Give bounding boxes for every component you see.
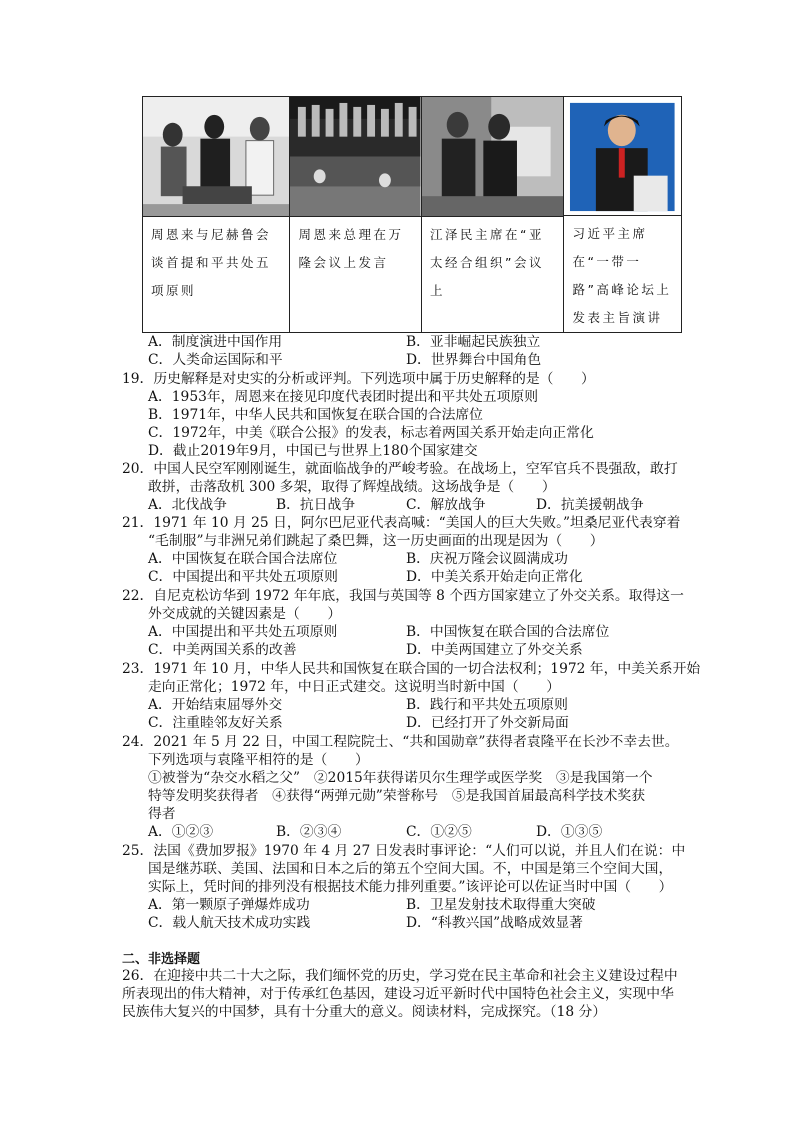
photo-belt-road xyxy=(564,97,681,216)
q25-option-a[interactable]: A．第一颗原子弹爆炸成功 xyxy=(148,897,310,913)
q22-stem-2: 外交成就的关键因素是（ ） xyxy=(148,606,342,622)
q26-line-2: 所表现出的伟大精神，对于传承红色基因，建设习近平新时代中国特色社会主义，实现中华 xyxy=(122,986,674,1002)
q24-stem-2: 下列选项与袁隆平相符的是（ ） xyxy=(148,752,369,768)
photo-caption-2: 周恩来总理在万隆会议上发言 xyxy=(298,227,404,270)
q24-option-d[interactable]: D．①③⑤ xyxy=(536,824,603,840)
q24-stem-3: ①被誉为“杂交水稻之父” ②2015年获得诺贝尔生理学或医学奖 ③是我国第一个 xyxy=(148,770,653,786)
q22-option-d[interactable]: D．中美两国建立了外交关系 xyxy=(406,642,583,658)
q20-stem-2: 敢拼，击落敌机 300 多架，取得了辉煌战绩。这场战争是（ ） xyxy=(148,479,556,495)
q19-stem: 19．历史解释是对史实的分析或评判。下列选项中属于历史解释的是（ ） xyxy=(122,371,595,387)
q21-option-a[interactable]: A．中国恢复在联合国合法席位 xyxy=(148,551,338,567)
q20-option-a[interactable]: A．北伐战争 xyxy=(148,497,227,513)
q25-stem-3: 实际上，凭时间的排列没有根据技术能力排列重要。”该评论可以佐证当时中国（ ） xyxy=(148,879,673,895)
q24-option-a[interactable]: A．①②③ xyxy=(148,824,214,840)
q22-option-c[interactable]: C．中美两国关系的改善 xyxy=(148,642,297,658)
q21-option-b[interactable]: B．庆祝万隆会议圆满成功 xyxy=(406,551,568,567)
photo-caption-4: 习近平主席在“一带一路”高峰论坛上发表主旨演讲 xyxy=(572,226,672,325)
q23-option-b[interactable]: B．践行和平共处五项原则 xyxy=(406,697,568,713)
q18-option-d[interactable]: D．世界舞台中国角色 xyxy=(406,352,542,368)
q25-stem-2: 国是继苏联、美国、法国和日本之后的第五个空间大国。不，中国是第三个空间大国， xyxy=(148,861,673,877)
q18-option-a[interactable]: A．制度演进中国作用 xyxy=(148,334,283,350)
q22-stem-1: 22．自尼克松访华到 1972 年年底，我国与英国等 8 个西方国家建立了外交关系。取得这一 xyxy=(122,588,684,604)
q25-option-c[interactable]: C．载人航天技术成功实践 xyxy=(148,915,311,931)
q23-stem-1: 23．1971 年 10 月，中华人民共和国恢复在联合国的一切合法权利；1972 年，中美关系开始 xyxy=(122,661,701,677)
q21-stem-2: “毛制服”与非洲兄弟们跳起了桑巴舞，这一历史画面的出现是因为（ ） xyxy=(148,533,604,549)
photo-cell-4 xyxy=(564,97,681,332)
q25-option-d[interactable]: D．“科教兴国”战略成效显著 xyxy=(406,915,583,931)
q24-option-b[interactable]: B．②③④ xyxy=(276,824,342,840)
photo-bandung xyxy=(290,97,421,217)
q24-stem-1: 24．2021 年 5 月 22 日，中国工程院院士、“共和国勋章”获得者袁隆平在长沙不幸去世。 xyxy=(122,734,679,750)
q24-option-c[interactable]: C．①②⑤ xyxy=(406,824,472,840)
q21-option-c[interactable]: C．中国提出和平共处五项原则 xyxy=(148,569,338,585)
q21-option-d[interactable]: D．中美关系开始走向正常化 xyxy=(406,569,583,585)
photo-caption-1: 周恩来与尼赫鲁会谈首提和平共处五项原则 xyxy=(151,227,272,298)
q24-stem-4: 特等发明奖获得者 ④获得“两弹元勋”荣誉称号 ⑤是我国首届最高科学技术奖获 xyxy=(148,788,645,804)
q22-option-b[interactable]: B．中国恢复在联合国的合法席位 xyxy=(406,624,610,640)
photo-cell-2 xyxy=(290,97,422,332)
photo-zhou-nehru xyxy=(143,97,289,217)
section-heading: 二、非选择题 xyxy=(122,952,201,967)
photo-cell-1 xyxy=(143,97,290,332)
q24-stem-5: 得者 xyxy=(148,806,176,822)
q20-option-d[interactable]: D．抗美援朝战争 xyxy=(536,497,644,513)
q23-option-d[interactable]: D．已经打开了外交新局面 xyxy=(406,715,569,731)
q26-line-1: 26．在迎接中共二十大之际，我们缅怀党的历史，学习党在民主革命和社会主义建设过程中 xyxy=(122,968,678,984)
q20-stem-1: 20．中国人民空军刚刚诞生，就面临战争的严峻考验。在战场上，空军官兵不畏强敌，敢打 xyxy=(122,461,678,477)
q19-option-d[interactable]: D．截止2019年9月，中国已与世界上180个国家建交 xyxy=(148,443,478,459)
q19-option-a[interactable]: A．1953年，周恩来在接见印度代表团时提出和平共处五项原则 xyxy=(148,389,538,405)
q23-option-c[interactable]: C．注重睦邻友好关系 xyxy=(148,715,283,731)
photo-caption-3: 江泽民主席在“亚太经合组织”会议上 xyxy=(429,227,544,298)
q19-option-c[interactable]: C．1972年，中美《联合公报》的发表，标志着两国关系开始走向正常化 xyxy=(148,425,594,441)
q18-option-b[interactable]: B．亚非崛起民族独立 xyxy=(406,334,541,350)
q22-option-a[interactable]: A．中国提出和平共处五项原则 xyxy=(148,624,338,640)
photo-table xyxy=(142,96,682,333)
q20-option-b[interactable]: B．抗日战争 xyxy=(276,497,356,513)
q26-line-3: 民族伟大复兴的中国梦，具有十分重大的意义。阅读材料，完成探究。（18 分） xyxy=(122,1004,607,1020)
q18-option-c[interactable]: C．人类命运国际和平 xyxy=(148,352,283,368)
q23-stem-2: 走向正常化；1972 年，中日正式建交。这说明当时新中国（ ） xyxy=(148,679,561,695)
q21-stem-1: 21．1971 年 10 月 25 日，阿尔巴尼亚代表高喊：“美国人的巨大失败。”坦桑尼亚代表穿着 xyxy=(122,515,681,531)
q25-stem-1: 25．法国《费加罗报》1970 年 4 月 27 日发表时事评论：“人们可以说，并且人们在说：中 xyxy=(122,843,686,859)
q19-option-b[interactable]: B．1971年，中华人民共和国恢复在联合国的合法席位 xyxy=(148,407,483,423)
q20-option-c[interactable]: C．解放战争 xyxy=(406,497,486,513)
photo-apec xyxy=(422,97,563,217)
q25-option-b[interactable]: B．卫星发射技术取得重大突破 xyxy=(406,897,596,913)
photo-cell-3 xyxy=(422,97,564,332)
q23-option-a[interactable]: A．开始结束屈辱外交 xyxy=(148,697,283,713)
